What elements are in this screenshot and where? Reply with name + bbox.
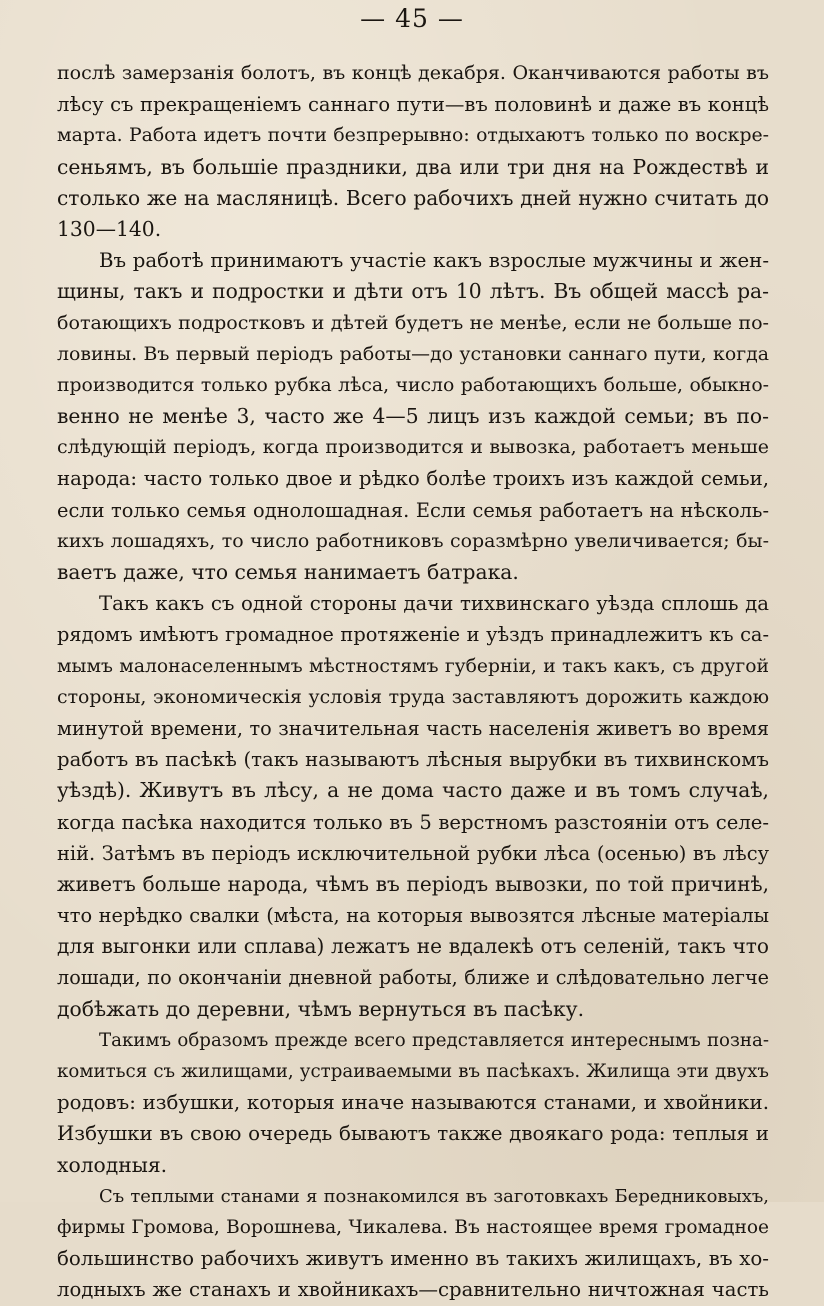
text-line: Съ теплыми станами я познакомился въ заготовкахъ Бередниковыхъ, bbox=[99, 1185, 769, 1207]
text-line: лодныхъ же станахъ и хвойникахъ—сравнительно ничтожная часть bbox=[57, 1278, 769, 1302]
text-line: марта. Работа идетъ почти безпрерывно: отдыхаютъ только по воскре- bbox=[57, 125, 769, 147]
text-line: если только семья однолошадная. Если семья работаетъ на нѣсколь- bbox=[57, 498, 769, 522]
text-line: ваетъ даже, что семья нанимаетъ батрака. bbox=[57, 560, 519, 584]
text-line: что нерѣдко свалки (мѣста, на которыя вывозятся лѣсные матеріалы bbox=[57, 904, 769, 928]
text-line: Избушки въ свою очередь бываютъ также двоякаго рода: теплыя и bbox=[57, 1122, 769, 1146]
page-number: — 45 — bbox=[360, 4, 464, 33]
text-line: Такимъ образомъ прежде всего представляется интереснымъ позна- bbox=[99, 1029, 769, 1051]
text-line: работъ въ пасѣкѣ (такъ называютъ лѣсныя вырубки въ тихвинскомъ bbox=[57, 748, 769, 772]
text-line: Въ работѣ принимаютъ участіе какъ взрослые мужчины и жен- bbox=[99, 249, 769, 273]
text-line: производится только рубка лѣса, число работающихъ больше, обыкно- bbox=[57, 374, 769, 396]
body-text bbox=[57, 58, 769, 1306]
text-line: ловины. Въ первый періодъ работы—до установки саннаго пути, когда bbox=[57, 342, 769, 365]
text-line: мымъ малонаселеннымъ мѣстностямъ губерніи, и такъ какъ, съ другой bbox=[57, 655, 769, 677]
text-line: добѣжать до деревни, чѣмъ вернуться въ пасѣку. bbox=[57, 996, 585, 1021]
text-line: рядомъ имѣютъ громадное протяженіе и уѣздъ принадлежитъ къ са- bbox=[57, 623, 769, 647]
text-line: уѣздѣ). Живутъ въ лѣсу, а не дома часто даже и въ томъ случаѣ, bbox=[57, 778, 769, 803]
text-line: сеньямъ, въ большіе праздники, два или три дня на Рождествѣ и bbox=[57, 154, 769, 179]
text-line: лошади, по окончаніи дневной работы, ближе и слѣдовательно легче bbox=[57, 966, 769, 990]
text-line: для выгонки или сплава) лежатъ не вдалекѣ отъ селеній, такъ что bbox=[57, 934, 769, 959]
text-line: столько же на масляницѣ. Всего рабочихъ дней нужно считать до bbox=[57, 185, 769, 210]
text-line: щины, такъ и подростки и дѣти отъ 10 лѣтъ. Въ общей массѣ ра- bbox=[57, 279, 769, 304]
text-line: ботающихъ подростковъ и дѣтей будетъ не менѣе, если не больше по- bbox=[57, 311, 769, 334]
text-line: Такъ какъ съ одной стороны дачи тихвинскаго уѣзда сплошь да bbox=[99, 592, 769, 616]
text-line: венно не менѣе 3, часто же 4—5 лицъ изъ каждой семьи; въ по- bbox=[57, 404, 769, 429]
text-line: кихъ лошадяхъ, то число работниковъ соразмѣрно увеличивается; бы- bbox=[57, 529, 769, 552]
text-line: родовъ: избушки, которыя иначе называются станами, и хвойники. bbox=[57, 1091, 769, 1115]
text-line: стороны, экономическія условія труда заставляютъ дорожить каждою bbox=[57, 685, 769, 708]
text-line: ній. Затѣмъ въ періодъ исключительной рубки лѣса (осенью) въ лѣсу bbox=[57, 841, 769, 865]
text-line: фирмы Громова, Ворошнева, Чикалева. Въ настоящее время громадное bbox=[57, 1216, 769, 1238]
text-line: послѣ замерзанія болотъ, въ концѣ декабря. Оканчиваются работы въ bbox=[57, 62, 769, 84]
text-line: минутой времени, то значительная часть населенія живетъ во время bbox=[57, 716, 769, 740]
text-line: лѣсу съ прекращеніемъ саннаго пути—въ половинѣ и даже въ концѣ bbox=[57, 93, 769, 117]
text-line: слѣдующій періодъ, когда производится и вывозка, работаетъ меньше bbox=[57, 436, 769, 459]
text-line: когда пасѣка находится только въ 5 верстномъ разстояніи отъ селе- bbox=[57, 810, 769, 834]
text-line: комиться съ жилищами, устраиваемыми въ пасѣкахъ. Жилища эти двухъ bbox=[57, 1061, 769, 1082]
text-line: народа: часто только двое и рѣдко болѣе троихъ изъ каждой семьи, bbox=[57, 467, 769, 491]
text-line: большинство рабочихъ живутъ именно въ такихъ жилищахъ, въ хо- bbox=[57, 1247, 769, 1271]
text-line: холодныя. bbox=[57, 1152, 168, 1177]
text-line: 130—140. bbox=[57, 216, 162, 241]
text-line: живетъ больше народа, чѣмъ въ періодъ вывозки, по той причинѣ, bbox=[57, 871, 769, 896]
